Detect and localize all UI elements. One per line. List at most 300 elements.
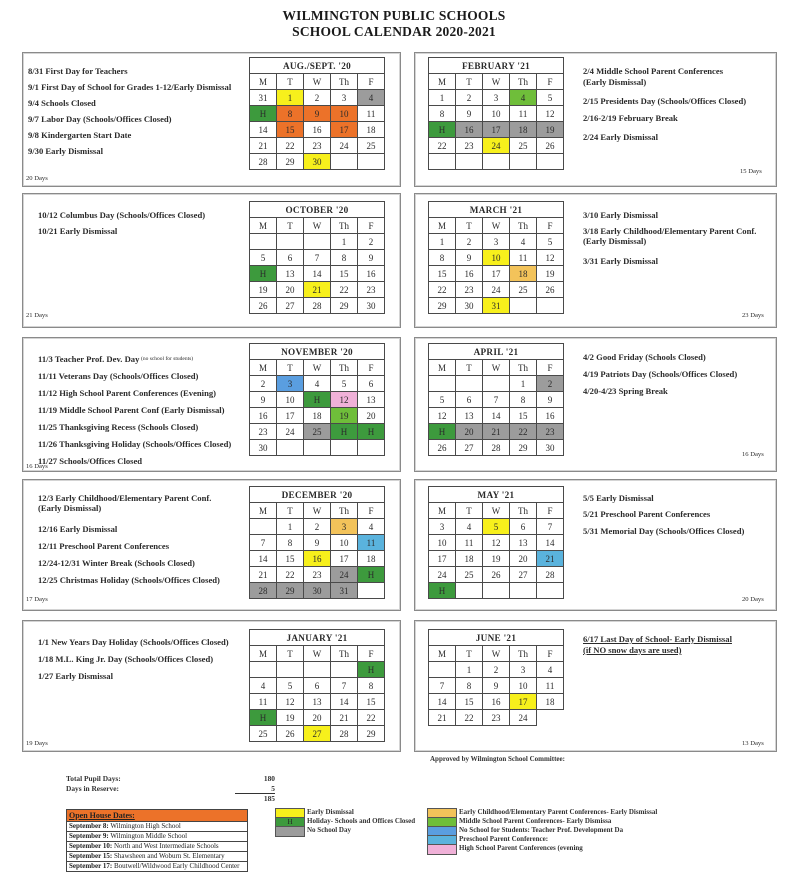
day-cell: 26 — [277, 726, 304, 742]
month-title: MAY '21 — [429, 487, 564, 503]
day-cell — [456, 154, 483, 170]
day-cell — [456, 376, 483, 392]
day-cell: 22 — [331, 282, 358, 298]
weekday-header: T — [277, 74, 304, 90]
day-cell: 1 — [429, 90, 456, 106]
day-cell: 14 — [429, 694, 456, 710]
day-cell: 31 — [331, 583, 358, 599]
day-cell: 2 — [456, 234, 483, 250]
day-cell — [456, 583, 483, 599]
weekday-header: T — [456, 646, 483, 662]
day-cell: 12 — [537, 106, 564, 122]
day-cell: 18 — [358, 551, 385, 567]
day-cell: 5 — [537, 90, 564, 106]
open-house-school: Wilmington High School — [108, 822, 181, 830]
event-item: 2/24 Early Dismissal — [583, 132, 658, 142]
open-house-date: September 17: — [69, 862, 113, 870]
day-cell: 10 — [483, 250, 510, 266]
day-cell: 27 — [277, 298, 304, 314]
month-title: NOVEMBER '20 — [250, 344, 385, 360]
day-cell: 29 — [429, 298, 456, 314]
day-cell: 25 — [358, 138, 385, 154]
day-cell: 20 — [510, 551, 537, 567]
open-house-title: Open House Dates: — [67, 810, 248, 822]
day-cell: 7 — [429, 678, 456, 694]
day-cell: 1 — [331, 234, 358, 250]
day-cell: 28 — [304, 298, 331, 314]
calendar-grid-march — [428, 201, 564, 314]
days-count: 15 Days — [740, 168, 762, 175]
day-cell: 5 — [277, 678, 304, 694]
day-cell: 5 — [331, 376, 358, 392]
weekday-header: F — [358, 74, 385, 90]
day-cell: 9 — [456, 250, 483, 266]
event-item: 12/3 Early Childhood/Elementary Parent Conf. — [38, 493, 212, 503]
day-cell: 24 — [429, 567, 456, 583]
day-cell: 27 — [456, 440, 483, 456]
days-count: 16 Days — [26, 463, 48, 470]
day-cell: 10 — [331, 106, 358, 122]
day-cell: 22 — [429, 282, 456, 298]
weekday-header: F — [537, 360, 564, 376]
day-cell — [304, 234, 331, 250]
day-cell: 9 — [456, 106, 483, 122]
day-cell: 29 — [277, 583, 304, 599]
day-cell: 4 — [358, 90, 385, 106]
holiday-cell: H — [331, 424, 358, 440]
event-item: 11/19 Middle School Parent Conf (Early Dismissal) — [38, 405, 225, 415]
event-item: 9/1 First Day of School for Grades 1-12/Early Dismissal — [28, 82, 232, 92]
day-cell: 29 — [510, 440, 537, 456]
event-item: 4/20-4/23 Spring Break — [583, 386, 668, 396]
day-cell: 19 — [331, 408, 358, 424]
event-item: 11/26 Thanksgiving Holiday (Schools/Offices Closed) — [38, 439, 232, 449]
open-house-row — [67, 842, 248, 852]
weekday-header: M — [250, 646, 277, 662]
district-title: WILMINGTON PUBLIC SCHOOLS — [282, 8, 506, 23]
day-cell: 23 — [250, 424, 277, 440]
days-count: 19 Days — [26, 740, 48, 747]
day-cell: 14 — [304, 266, 331, 282]
day-cell — [277, 440, 304, 456]
weekday-header: M — [429, 646, 456, 662]
event-item: 2/16-2/19 February Break — [583, 113, 678, 123]
weekday-header: W — [304, 74, 331, 90]
day-cell: 18 — [358, 122, 385, 138]
open-house-school: Boutwell/Wildwood Early Childhood Center — [112, 862, 240, 870]
event-item: 1/18 M.L. King Jr. Day (Schools/Offices Closed) — [38, 654, 214, 664]
calendar-grid-november — [249, 343, 385, 456]
days-count: 21 Days — [26, 312, 48, 319]
weekday-header: W — [483, 218, 510, 234]
day-cell: 16 — [304, 122, 331, 138]
day-cell: 4 — [304, 376, 331, 392]
event-item: 11/12 High School Parent Conferences (Evening) — [38, 388, 217, 398]
day-cell: 21 — [537, 551, 564, 567]
day-cell: 30 — [358, 298, 385, 314]
day-cell — [331, 440, 358, 456]
day-cell: 25 — [456, 567, 483, 583]
day-cell: 7 — [304, 250, 331, 266]
day-cell: 19 — [250, 282, 277, 298]
day-cell: 14 — [331, 694, 358, 710]
event-item: 3/31 Early Dismissal — [583, 256, 658, 266]
weekday-header: T — [456, 503, 483, 519]
day-cell: 18 — [304, 408, 331, 424]
day-cell: 10 — [483, 106, 510, 122]
event-item: 12/11 Preschool Parent Conferences — [38, 541, 170, 551]
holiday-cell: H — [358, 662, 385, 678]
day-cell: 19 — [483, 551, 510, 567]
event-item: 12/25 Christmas Holiday (Schools/Offices Closed) — [38, 575, 220, 585]
day-cell: 8 — [429, 250, 456, 266]
weekday-header: Th — [331, 503, 358, 519]
day-cell: 10 — [510, 678, 537, 694]
day-cell: 24 — [277, 424, 304, 440]
days-in-reserve-value: 5 — [235, 784, 275, 794]
day-cell — [483, 154, 510, 170]
day-cell: 23 — [483, 710, 510, 726]
day-cell: 22 — [456, 710, 483, 726]
approved-by-label: Approved by Wilmington School Committee: — [430, 755, 565, 763]
day-cell: 30 — [537, 440, 564, 456]
day-cell: 19 — [537, 122, 564, 138]
event-item: 10/21 Early Dismissal — [38, 226, 118, 236]
calendar-grid-december — [249, 486, 385, 599]
day-cell: 12 — [483, 535, 510, 551]
open-house-row — [67, 862, 248, 872]
holiday-cell: H — [250, 710, 277, 726]
day-cell: 9 — [537, 392, 564, 408]
day-cell: 1 — [277, 90, 304, 106]
event-item: (Early Dismissal) — [38, 503, 102, 513]
day-cell: 21 — [250, 567, 277, 583]
legend-label: Holiday- Schools and Offices Closed — [307, 817, 416, 825]
month-title: FEBRUARY '21 — [429, 58, 564, 74]
day-cell: 6 — [358, 376, 385, 392]
day-cell: 12 — [429, 408, 456, 424]
day-cell — [250, 519, 277, 535]
day-cell — [537, 154, 564, 170]
day-cell: 17 — [331, 122, 358, 138]
event-item: 10/12 Columbus Day (Schools/Offices Closed) — [38, 210, 206, 220]
day-cell: 24 — [331, 567, 358, 583]
day-cell: 18 — [510, 122, 537, 138]
day-cell: 11 — [537, 678, 564, 694]
day-cell: 1 — [277, 519, 304, 535]
day-cell: 10 — [331, 535, 358, 551]
day-cell: 15 — [358, 694, 385, 710]
weekday-header: W — [304, 360, 331, 376]
day-cell: 24 — [331, 138, 358, 154]
legend-label: No School for Students: Teacher Prof. Development Da — [459, 826, 624, 834]
day-cell: 7 — [483, 392, 510, 408]
day-cell: 4 — [510, 90, 537, 106]
day-cell: 6 — [277, 250, 304, 266]
day-cell: 3 — [331, 90, 358, 106]
day-cell: 17 — [277, 408, 304, 424]
event-item: (Early Dismissal) — [583, 236, 647, 246]
day-cell — [429, 154, 456, 170]
legend-swatch-gray — [275, 826, 305, 837]
day-cell — [331, 154, 358, 170]
day-cell: 16 — [483, 694, 510, 710]
day-cell — [331, 662, 358, 678]
month-title: DECEMBER '20 — [250, 487, 385, 503]
day-cell: 29 — [277, 154, 304, 170]
total-sum-value: 185 — [263, 794, 275, 803]
day-cell: 2 — [250, 376, 277, 392]
day-cell: 13 — [510, 535, 537, 551]
month-title: OCTOBER '20 — [250, 202, 385, 218]
day-cell: 26 — [537, 138, 564, 154]
month-title: JANUARY '21 — [250, 630, 385, 646]
day-cell: 21 — [304, 282, 331, 298]
weekday-header: W — [483, 646, 510, 662]
weekday-header: F — [358, 646, 385, 662]
day-cell: 15 — [277, 122, 304, 138]
holiday-cell: H — [250, 106, 277, 122]
event-item: 9/4 Schools Closed — [28, 98, 96, 108]
weekday-header: F — [358, 218, 385, 234]
weekday-header: T — [456, 360, 483, 376]
legend-label: Preschool Parent Conference: — [459, 835, 549, 843]
day-cell: 22 — [277, 138, 304, 154]
day-cell: 3 — [483, 234, 510, 250]
day-cell: 23 — [358, 282, 385, 298]
event-item: 11/3 Teacher Prof. Dev. Day — [38, 354, 140, 364]
event-item: 6/17 Last Day of School- Early Dismissal — [583, 634, 732, 644]
day-cell: 14 — [483, 408, 510, 424]
day-cell: 23 — [456, 282, 483, 298]
calendar-grid-february — [428, 57, 564, 170]
day-cell: 21 — [331, 710, 358, 726]
weekday-header: F — [537, 218, 564, 234]
day-cell: 13 — [277, 266, 304, 282]
weekday-header: W — [483, 360, 510, 376]
day-cell — [510, 154, 537, 170]
day-cell: 13 — [456, 408, 483, 424]
day-cell: 31 — [483, 298, 510, 314]
legend-label: No School Day — [307, 826, 351, 834]
day-cell: 20 — [304, 710, 331, 726]
event-item: 1/27 Early Dismissal — [38, 671, 113, 681]
event-item: 2/4 Middle School Parent Conferences — [583, 66, 724, 76]
day-cell: 12 — [331, 392, 358, 408]
event-note: (no school for students) — [141, 356, 194, 362]
day-cell: 28 — [250, 583, 277, 599]
weekday-header: W — [304, 218, 331, 234]
day-cell: 7 — [250, 535, 277, 551]
day-cell — [510, 298, 537, 314]
day-cell: 20 — [358, 408, 385, 424]
days-in-reserve-label: Days in Reserve: — [66, 784, 119, 793]
event-item: (if NO snow days are used) — [583, 645, 682, 655]
day-cell: 10 — [429, 535, 456, 551]
weekday-header: F — [537, 646, 564, 662]
day-cell — [483, 376, 510, 392]
weekday-header: M — [429, 218, 456, 234]
event-item: 4/19 Patriots Day (Schools/Offices Closed) — [583, 369, 738, 379]
day-cell: 15 — [277, 551, 304, 567]
day-cell: 17 — [429, 551, 456, 567]
days-count: 20 Days — [742, 596, 764, 603]
day-cell: 31 — [250, 90, 277, 106]
legend-label: Early Childhood/Elementary Parent Conferences- Early Dismissal — [459, 808, 658, 816]
day-cell — [277, 662, 304, 678]
day-cell — [277, 234, 304, 250]
day-cell: 8 — [277, 535, 304, 551]
day-cell: 11 — [510, 250, 537, 266]
event-item: 5/21 Preschool Parent Conferences — [583, 509, 711, 519]
weekday-header: W — [304, 503, 331, 519]
holiday-cell: H — [358, 424, 385, 440]
day-cell: 4 — [456, 519, 483, 535]
day-cell: 30 — [456, 298, 483, 314]
weekday-header: F — [537, 74, 564, 90]
event-item: 2/15 Presidents Day (Schools/Offices Closed) — [583, 96, 747, 106]
weekday-header: F — [537, 503, 564, 519]
day-cell: 21 — [429, 710, 456, 726]
days-count: 23 Days — [742, 312, 764, 319]
day-cell: 2 — [304, 90, 331, 106]
weekday-header: Th — [331, 646, 358, 662]
day-cell: 13 — [304, 694, 331, 710]
day-cell: 23 — [537, 424, 564, 440]
day-cell — [250, 234, 277, 250]
day-cell: 3 — [510, 662, 537, 678]
holiday-cell: H — [304, 392, 331, 408]
day-cell: 16 — [304, 551, 331, 567]
day-cell: 21 — [483, 424, 510, 440]
open-house-school: North and West Intermediate Schools — [112, 842, 219, 850]
day-cell: 16 — [358, 266, 385, 282]
legend-swatch-pink — [427, 844, 457, 855]
open-house-school: Wilmington Middle School — [108, 832, 188, 840]
day-cell: 6 — [510, 519, 537, 535]
weekday-header: Th — [510, 646, 537, 662]
day-cell: 17 — [331, 551, 358, 567]
weekday-header: Th — [510, 218, 537, 234]
day-cell: 15 — [510, 408, 537, 424]
weekday-header: Th — [510, 503, 537, 519]
day-cell: 16 — [456, 266, 483, 282]
event-item: 9/7 Labor Day (Schools/Offices Closed) — [28, 114, 172, 124]
day-cell: 26 — [250, 298, 277, 314]
weekday-header: W — [304, 646, 331, 662]
total-pupil-days-label: Total Pupil Days: — [66, 774, 121, 783]
day-cell — [358, 583, 385, 599]
day-cell: 25 — [304, 424, 331, 440]
calendar-grid-may — [428, 486, 564, 599]
days-count: 17 Days — [26, 596, 48, 603]
calendar-title: SCHOOL CALENDAR 2020-2021 — [292, 24, 496, 39]
day-cell: 11 — [250, 694, 277, 710]
event-item: (Early Dismissal) — [583, 77, 647, 87]
day-cell: 17 — [483, 266, 510, 282]
day-cell — [304, 440, 331, 456]
day-cell: 3 — [277, 376, 304, 392]
event-item: 11/25 Thanksgiving Recess (Schools Closed) — [38, 422, 199, 432]
day-cell — [304, 662, 331, 678]
weekday-header: M — [429, 74, 456, 90]
day-cell — [358, 154, 385, 170]
weekday-header: T — [277, 360, 304, 376]
day-cell: 24 — [510, 710, 537, 726]
day-cell: 9 — [304, 106, 331, 122]
event-item: 8/31 First Day for Teachers — [28, 66, 128, 76]
weekday-header: W — [483, 74, 510, 90]
day-cell: 2 — [537, 376, 564, 392]
day-cell: 2 — [456, 90, 483, 106]
weekday-header: Th — [510, 74, 537, 90]
weekday-header: Th — [331, 218, 358, 234]
calendar-grid-october — [249, 201, 385, 314]
day-cell: 11 — [358, 535, 385, 551]
day-cell: 18 — [456, 551, 483, 567]
weekday-header: M — [429, 360, 456, 376]
open-house-row — [67, 822, 248, 832]
day-cell: 8 — [456, 678, 483, 694]
day-cell: 2 — [483, 662, 510, 678]
day-cell — [510, 583, 537, 599]
holiday-cell: H — [429, 424, 456, 440]
day-cell: 23 — [304, 567, 331, 583]
day-cell: 4 — [250, 678, 277, 694]
day-cell: 11 — [510, 106, 537, 122]
day-cell: 10 — [277, 392, 304, 408]
day-cell: 4 — [510, 234, 537, 250]
day-cell: 15 — [331, 266, 358, 282]
holiday-cell: H — [358, 567, 385, 583]
month-title: APRIL '21 — [429, 344, 564, 360]
day-cell: 11 — [358, 106, 385, 122]
day-cell: 16 — [250, 408, 277, 424]
day-cell: 22 — [277, 567, 304, 583]
legend-label: Middle School Parent Conferences- Early Dismissa — [459, 817, 612, 825]
event-item: 1/1 New Years Day Holiday (Schools/Offices Closed) — [38, 637, 229, 647]
day-cell — [429, 376, 456, 392]
event-item: 9/30 Early Dismissal — [28, 146, 103, 156]
day-cell: 13 — [358, 392, 385, 408]
weekday-header: F — [358, 503, 385, 519]
day-cell: 14 — [250, 551, 277, 567]
day-cell: 15 — [456, 694, 483, 710]
weekday-header: Th — [331, 74, 358, 90]
day-cell: 5 — [537, 234, 564, 250]
day-cell: 8 — [510, 392, 537, 408]
calendar-grid-june — [428, 629, 564, 726]
day-cell: 5 — [250, 250, 277, 266]
day-cell: 8 — [277, 106, 304, 122]
open-house-date: September 9: — [69, 832, 109, 840]
day-cell: 16 — [537, 408, 564, 424]
day-cell: 28 — [331, 726, 358, 742]
day-cell: 20 — [277, 282, 304, 298]
event-item: 5/31 Memorial Day (Schools/Offices Closed) — [583, 526, 745, 536]
day-cell: 9 — [304, 535, 331, 551]
day-cell: 14 — [537, 535, 564, 551]
day-cell: 12 — [537, 250, 564, 266]
legend-swatch-green: H — [275, 817, 305, 828]
day-cell — [429, 662, 456, 678]
calendar-grid-april — [428, 343, 564, 456]
weekday-header: T — [277, 503, 304, 519]
event-item: 9/8 Kindergarten Start Date — [28, 130, 132, 140]
day-cell: 27 — [510, 567, 537, 583]
day-cell: 18 — [537, 694, 564, 710]
day-cell: 12 — [277, 694, 304, 710]
